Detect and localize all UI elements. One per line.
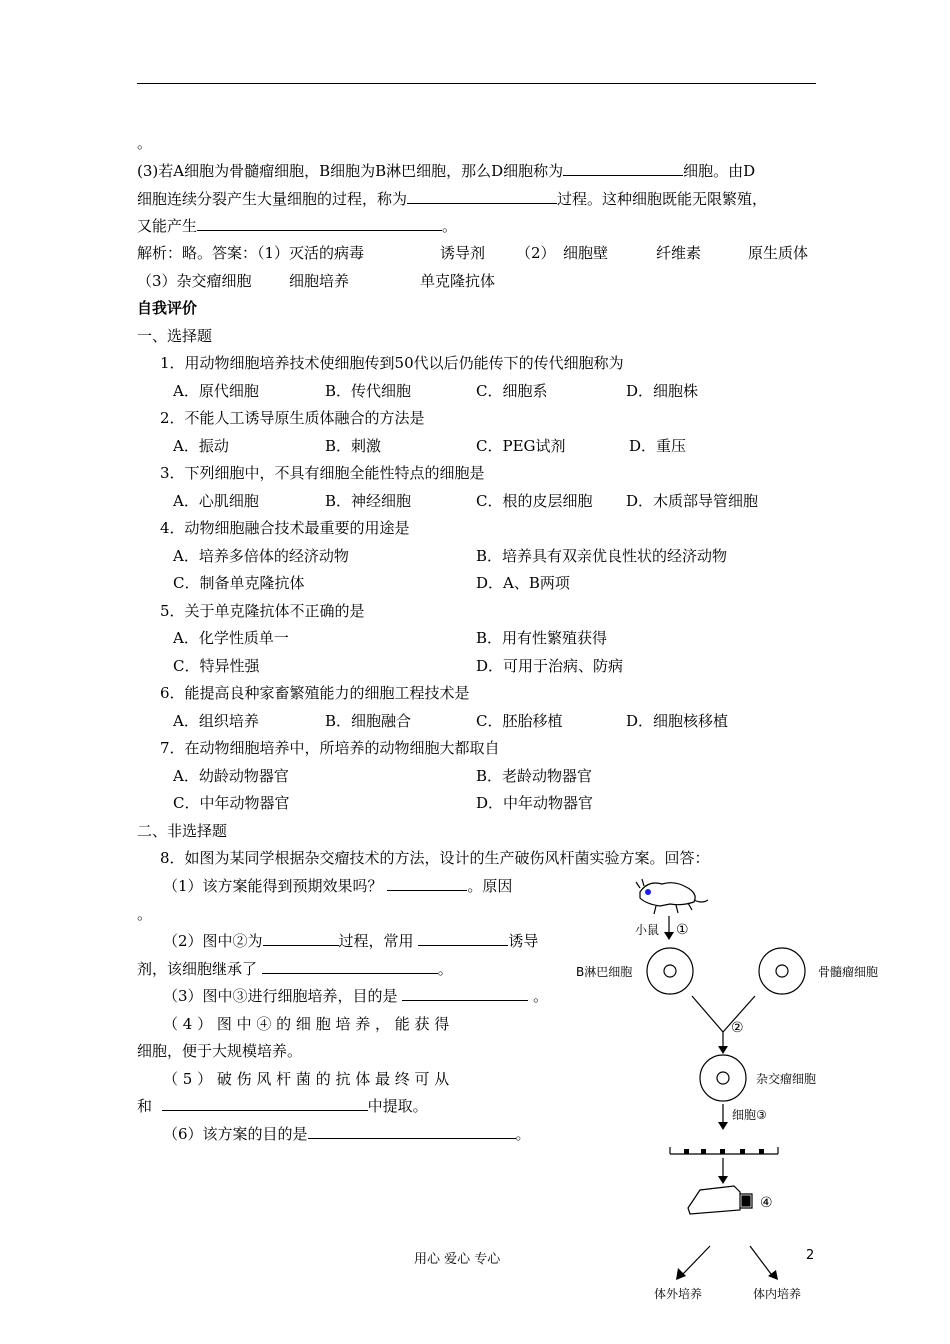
answer-blank[interactable]	[262, 959, 438, 974]
option[interactable]: D．细胞核移植	[626, 712, 729, 730]
in-vivo-label: 体内培养	[753, 1287, 802, 1301]
q8-text: 和	[137, 1097, 153, 1115]
q8-text: 。	[533, 987, 549, 1005]
option[interactable]: A．培养多倍体的经济动物	[173, 547, 349, 565]
answer-blank[interactable]	[162, 1096, 368, 1111]
q3-line2	[137, 189, 767, 209]
arrow-line	[750, 1246, 771, 1274]
q8-sub5-line2	[137, 1096, 428, 1116]
option[interactable]: A．组织培养	[173, 712, 259, 730]
option[interactable]: B．用有性繁殖获得	[476, 629, 608, 647]
stray-period: 。	[137, 134, 153, 152]
option[interactable]: A．化学性质单一	[173, 629, 289, 647]
q3-line3	[137, 216, 457, 236]
option[interactable]: C．制备单克隆抗体	[173, 574, 305, 592]
b-cell-circle	[647, 948, 693, 994]
analysis-answer: 单克隆抗体	[420, 272, 496, 290]
myeloma-circle	[759, 948, 805, 994]
option[interactable]: B．培养具有双亲优良性状的经济动物	[476, 547, 728, 565]
hybridoma-nucleus	[717, 1072, 729, 1084]
answer-blank[interactable]	[407, 189, 557, 204]
option[interactable]: B．神经细胞	[325, 492, 412, 510]
arrow-head	[718, 1176, 728, 1184]
analysis-answer: 纤维素	[656, 244, 702, 262]
fusion-line-left	[692, 996, 723, 1032]
header-rule	[137, 83, 816, 84]
footer-motto: 用心 爱心 专心	[414, 1252, 501, 1267]
q8-text: 。原因	[467, 877, 513, 895]
answer-blank[interactable]	[402, 986, 528, 1001]
q3-line1	[137, 161, 755, 181]
q3-text: 细胞。由D	[683, 162, 756, 180]
q3-text: (3)若A细胞为骨髓瘤细胞，B细胞为B淋巴细胞，那么D细胞称为	[137, 162, 564, 180]
question-stem: 2．不能人工诱导原生质体融合的方法是	[160, 409, 425, 427]
q8-text: 诱导	[508, 932, 539, 950]
question-stem: 5．关于单克隆抗体不正确的是	[160, 602, 365, 620]
b-cell-label: B淋巴细胞	[576, 965, 633, 979]
in-vitro-label: 体外培养	[654, 1287, 703, 1301]
q3-text: 又能产生	[137, 217, 198, 235]
option[interactable]: B．老龄动物器官	[476, 767, 593, 785]
option[interactable]: A．振动	[173, 437, 229, 455]
answer-blank[interactable]	[263, 931, 339, 946]
analysis-answer: （3）杂交瘤细胞	[137, 272, 252, 290]
cell-3-label: 细胞③	[732, 1108, 767, 1122]
page-number: 2	[806, 1248, 815, 1263]
hybridoma-circle	[700, 1055, 746, 1101]
analysis-answer: 细胞壁	[563, 244, 609, 262]
arrow-head	[718, 1046, 728, 1054]
myeloma-label: 骨髓瘤细胞	[818, 965, 879, 979]
answer-blank[interactable]	[563, 161, 683, 176]
q8-stem: 8．如图为某同学根据杂交瘤技术的方法，设计的生产破伤风杆菌实验方案。回答：	[160, 849, 710, 867]
question-stem: 7．在动物细胞培养中，所培养的动物细胞大都取自	[160, 739, 500, 757]
q8-sub1	[163, 876, 512, 896]
arrow-line	[683, 1246, 710, 1274]
step-1-marker: ①	[676, 922, 689, 938]
question-stem: 1．用动物细胞培养技术使细胞传到50代以后仍能传下的传代细胞称为	[160, 354, 624, 372]
option[interactable]: D．细胞株	[626, 382, 699, 400]
q8-text: 过程，常用	[338, 932, 414, 950]
part2-title: 二、非选择题	[137, 822, 228, 840]
q3-text: 。	[442, 217, 458, 235]
option[interactable]: C．PEG试剂	[476, 437, 566, 455]
answer-blank[interactable]	[308, 1124, 516, 1139]
option[interactable]: D．可用于治病、防病	[476, 657, 624, 675]
part1-title: 一、选择题	[137, 327, 213, 345]
culture-plate	[670, 1147, 778, 1154]
option[interactable]: C．中年动物器官	[173, 794, 290, 812]
step-2-marker: ②	[731, 1020, 744, 1036]
answer-blank[interactable]	[387, 876, 467, 891]
q8-text: 剂，该细胞继承了	[137, 960, 258, 978]
step-4-marker: ④	[760, 1195, 773, 1211]
arrow-head	[664, 932, 674, 940]
option[interactable]: C．根的皮层细胞	[476, 492, 593, 510]
q8-text: 中提取。	[367, 1097, 428, 1115]
analysis-answer: 原生质体	[748, 244, 809, 262]
answer-blank[interactable]	[197, 216, 442, 231]
option[interactable]: D．中年动物器官	[476, 794, 594, 812]
option[interactable]: B．刺激	[325, 437, 382, 455]
question-stem: 6．能提高良种家畜繁殖能力的细胞工程技术是	[160, 684, 470, 702]
q8-text: 。	[437, 960, 453, 978]
answer-blank[interactable]	[418, 931, 508, 946]
culture-bottle	[688, 1186, 752, 1214]
q8-sub3	[163, 986, 548, 1006]
mouse-label: 小鼠	[635, 923, 660, 937]
option[interactable]: C．胚胎移植	[476, 712, 563, 730]
q8-text: （1）该方案能得到预期效果吗？	[163, 877, 383, 895]
b-cell-nucleus	[664, 965, 676, 977]
q3-text: 过程。这种细胞既能无限繁殖，	[557, 190, 768, 208]
arrow-head	[718, 1122, 728, 1130]
question-stem: 4．动物细胞融合技术最重要的用途是	[160, 519, 410, 537]
q3-text: 细胞连续分裂产生大量细胞的过程，称为	[137, 190, 408, 208]
analysis-part1: 解析：略。答案：（1）灭活的病毒	[137, 244, 365, 262]
option[interactable]: B．传代细胞	[325, 382, 412, 400]
option[interactable]: C．细胞系	[476, 382, 548, 400]
option[interactable]: C．特异性强	[173, 657, 260, 675]
q8-sub2-line2	[137, 959, 453, 979]
section-title: 自我评价	[137, 299, 198, 317]
q8-sub1-end: 。	[137, 905, 153, 923]
q8-text: （6）该方案的目的是	[163, 1125, 308, 1143]
q8-sub4-line2: 细胞，便于大规模培养。	[137, 1042, 303, 1060]
option[interactable]: D．木质部导管细胞	[626, 492, 759, 510]
q8-text: （3）图中③进行细胞培养，目的是	[163, 987, 398, 1005]
q8-sub2	[163, 931, 538, 951]
option[interactable]: A．原代细胞	[173, 382, 259, 400]
myeloma-nucleus	[776, 965, 788, 977]
hybridoma-label: 杂交瘤细胞	[756, 1072, 817, 1086]
option[interactable]: D．重压	[629, 437, 687, 455]
analysis-answer: 诱导剂	[440, 244, 486, 262]
q8-text: 。	[515, 1125, 531, 1143]
mouse-illustration	[636, 879, 708, 914]
option[interactable]: D．A、B两项	[476, 574, 570, 592]
option[interactable]: B．细胞融合	[325, 712, 412, 730]
q8-sub6	[163, 1124, 531, 1144]
question-stem: 3．下列细胞中，不具有细胞全能性特点的细胞是	[160, 464, 485, 482]
analysis-answer: （2）	[516, 244, 556, 262]
option[interactable]: A．心肌细胞	[173, 492, 259, 510]
hybridoma-diagram	[570, 870, 900, 1340]
q8-text: （2）图中②为	[163, 932, 263, 950]
option[interactable]: A．幼龄动物器官	[173, 767, 289, 785]
q8-sub5: （ 5 ） 破 伤 风 杆 菌 的 抗 体 最 终 可 从	[163, 1070, 450, 1088]
analysis-answer: 细胞培养	[289, 272, 350, 290]
q8-sub4: （ 4 ） 图 中 ④ 的 细 胞 培 养 ， 能 获 得	[163, 1015, 450, 1033]
arrow-head	[676, 1268, 686, 1280]
